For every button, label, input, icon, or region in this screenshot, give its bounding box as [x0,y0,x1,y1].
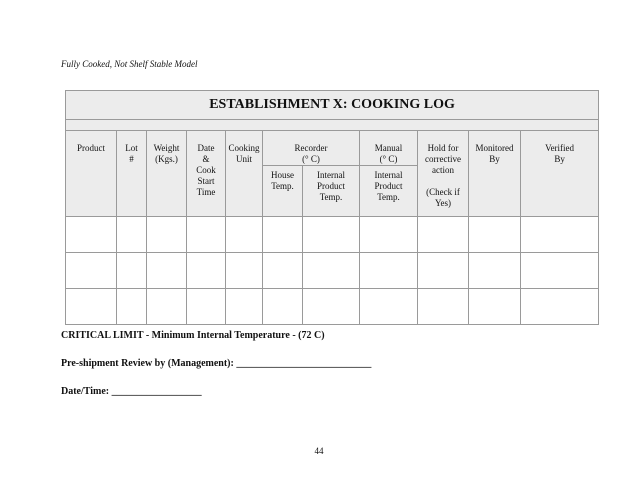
cell-cooking-unit[interactable] [226,289,263,325]
header-line: (Kgs.) [155,154,178,164]
cell-product[interactable] [66,289,117,325]
header-line: Time [196,187,216,197]
preshipment-review-field[interactable]: Pre-shipment Review by (Management): ___________________________ [61,358,372,369]
cell-weight[interactable] [147,253,187,289]
header-line: corrective [425,154,461,164]
cell-verified[interactable] [521,217,599,253]
header-line: Temp. [377,192,400,202]
header-line: Internal [317,170,345,180]
header-recorder [263,131,360,166]
cell-lot[interactable] [117,253,147,289]
cell-recorder-internal[interactable] [303,217,360,253]
table-title: ESTABLISHMENT X: COOKING LOG [66,91,599,120]
cooking-log-table [65,90,599,325]
hold-check-label [418,187,468,209]
header-line: Lot [125,143,138,153]
header-hold-corrective [418,131,469,217]
header-line: Cooking [228,143,260,153]
header-product [66,131,117,217]
header-line: Recorder [294,143,328,153]
critical-limit-text: CRITICAL LIMIT - Minimum Internal Temperature - (72 C) [61,330,325,341]
model-label: Fully Cooked, Not Shelf Stable Model [61,59,198,69]
cell-manual-internal[interactable] [360,289,418,325]
cell-monitored[interactable] [469,253,521,289]
cell-manual-internal[interactable] [360,253,418,289]
cell-lot[interactable] [117,217,147,253]
header-manual-internal-temp [360,166,418,217]
cell-hold[interactable] [418,253,469,289]
header-line: Monitored [475,143,514,153]
header-line: # [129,154,134,164]
cell-monitored[interactable] [469,217,521,253]
cell-date[interactable] [187,253,226,289]
table-row [66,289,599,325]
cell-recorder-internal[interactable] [303,253,360,289]
cell-product[interactable] [66,253,117,289]
header-line: Hold for [427,143,459,153]
header-line: Cook [196,165,216,175]
header-verified-by [521,131,599,217]
header-line: Product [317,181,345,191]
cell-verified[interactable] [521,253,599,289]
header-line: Temp. [271,181,294,191]
header-line: Yes) [434,198,452,208]
table-row [66,253,599,289]
header-line: action [432,165,454,175]
header-line: (° C) [302,154,320,164]
header-lot [117,131,147,217]
hold-label [418,143,468,176]
header-manual [360,131,418,166]
cell-date[interactable] [187,217,226,253]
cell-house-temp[interactable] [263,217,303,253]
header-line: Product [77,143,105,153]
header-monitored-by [469,131,521,217]
cell-recorder-internal[interactable] [303,289,360,325]
cell-cooking-unit[interactable] [226,217,263,253]
header-line: Product [374,181,403,191]
date-time-field[interactable]: Date/Time: __________________ [61,386,202,397]
header-line: Temp. [319,192,343,202]
header-line: (Check if [426,187,460,197]
header-line: & [202,154,210,164]
header-line: Manual [374,143,403,153]
cell-hold[interactable] [418,289,469,325]
header-line: By [554,154,565,164]
cell-manual-internal[interactable] [360,217,418,253]
header-date-cook-start-time [187,131,226,217]
cell-weight[interactable] [147,217,187,253]
table-row [66,217,599,253]
header-line: Verified [545,143,575,153]
header-line: Start [197,176,215,186]
header-weight [147,131,187,217]
header-line: By [489,154,500,164]
page-number: 44 [314,446,324,456]
header-line: (° C) [379,154,398,164]
header-line: House [271,170,294,180]
header-line: Weight [153,143,180,153]
cell-cooking-unit[interactable] [226,253,263,289]
cell-verified[interactable] [521,289,599,325]
header-recorder-internal-temp [303,166,360,217]
cell-weight[interactable] [147,289,187,325]
header-line: Internal [374,170,403,180]
header-cooking-unit [226,131,263,217]
header-line: Date [197,143,215,153]
header-line: Unit [235,154,252,164]
header-recorder-house-temp [263,166,303,217]
cell-hold[interactable] [418,217,469,253]
cell-house-temp[interactable] [263,253,303,289]
cell-product[interactable] [66,217,117,253]
cell-monitored[interactable] [469,289,521,325]
cell-lot[interactable] [117,289,147,325]
cell-house-temp[interactable] [263,289,303,325]
cell-date[interactable] [187,289,226,325]
